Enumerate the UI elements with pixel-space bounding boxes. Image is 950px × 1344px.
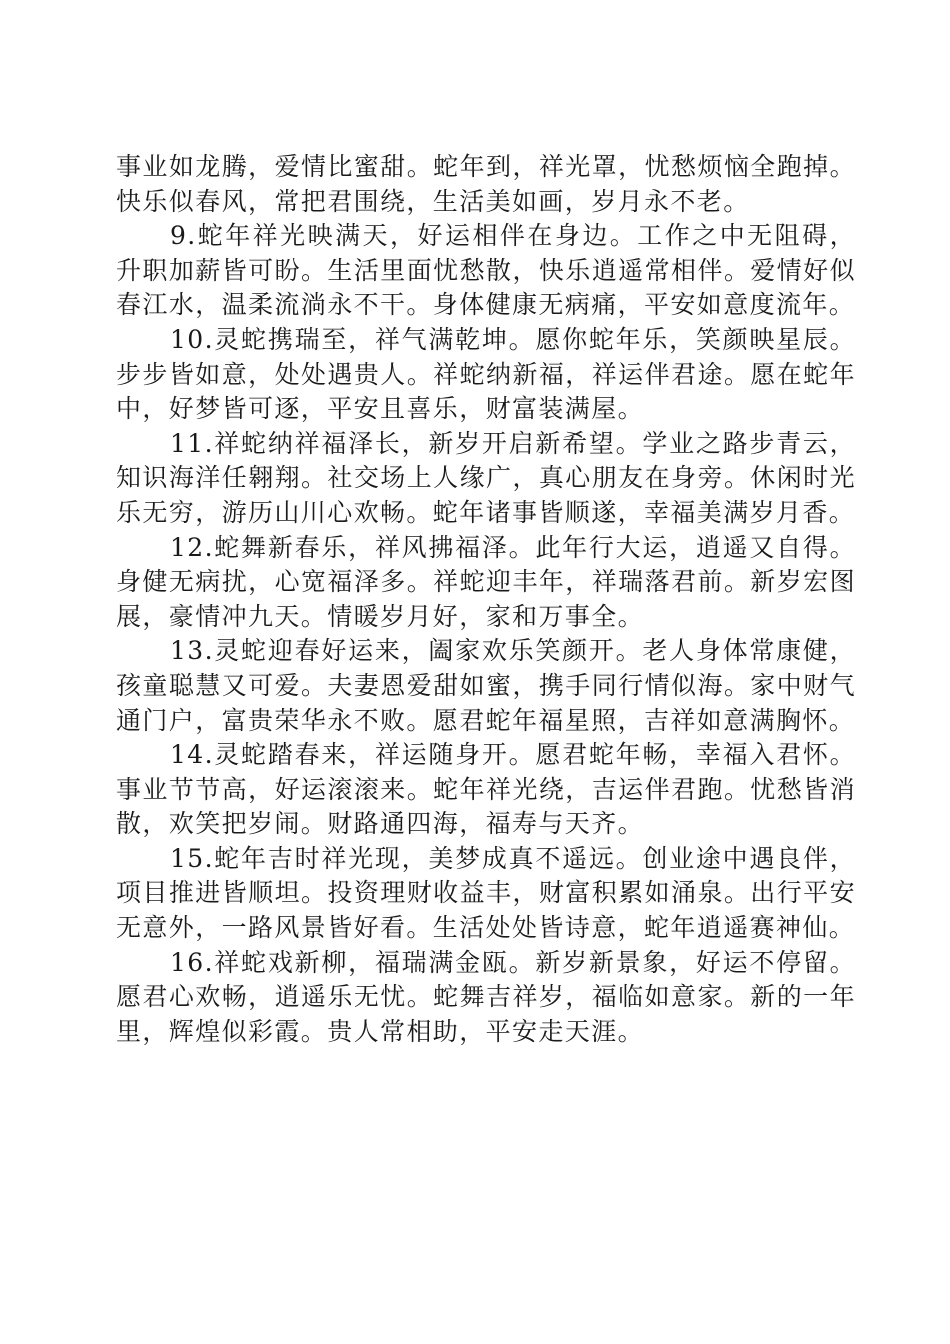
paragraph-blessing-11: 11.祥蛇纳祥福泽长，新岁开启新希望。学业之路步青云，知识海洋任翱翔。社交场上人缘广，真心朋友在身旁。休闲时光乐无穷，游历山川心欢畅。蛇年诸事皆顺遂，幸福美满岁月香。 — [116, 428, 856, 527]
document-body — [116, 150, 856, 1049]
paragraph-blessing-15: 15.蛇年吉时祥光现，美梦成真不遥远。创业途中遇良伴，项目推进皆顺坦。投资理财收益丰，财富积累如涌泉。出行平安无意外，一路风景皆好看。生活处处皆诗意，蛇年逍遥赛神仙。 — [116, 843, 856, 943]
paragraph-continuation: 事业如龙腾，爱情比蜜甜。蛇年到，祥光罩，忧愁烦恼全跑掉。快乐似春风，常把君围绕，生活美如画，岁月永不老。 — [116, 152, 856, 216]
paragraph-blessing-16: 16.祥蛇戏新柳，福瑞满金瓯。新岁新景象，好运不停留。愿君心欢畅，逍遥乐无忧。蛇舞吉祥岁，福临如意家。新的一年里，辉煌似彩霞。贵人常相助，平安走天涯。 — [116, 947, 856, 1046]
paragraph-blessing-10: 10.灵蛇携瑞至，祥气满乾坤。愿你蛇年乐，笑颜映星辰。步步皆如意，处处遇贵人。祥蛇纳新福，祥运伴君途。愿在蛇年中，好梦皆可逐，平安且喜乐，财富装满屋。 — [116, 324, 856, 424]
paragraph-blessing-14: 14.灵蛇踏春来，祥运随身开。愿君蛇年畅，幸福入君怀。事业节节高，好运滚滚来。蛇年祥光绕，吉运伴君跑。忧愁皆消散，欢笑把岁闹。财路通四海，福寿与天齐。 — [116, 740, 856, 839]
paragraph-blessing-12: 12.蛇舞新春乐，祥风拂福泽。此年行大运，逍遥又自得。身健无病扰，心宽福泽多。祥蛇迎丰年，祥瑞落君前。新岁宏图展，豪情冲九天。情暖岁月好，家和万事全。 — [116, 532, 856, 631]
paragraph-blessing-13: 13.灵蛇迎春好运来，阖家欢乐笑颜开。老人身体常康健，孩童聪慧又可爱。夫妻恩爱甜如蜜，携手同行情似海。家中财气通门户，富贵荣华永不败。愿君蛇年福星照，吉祥如意满胸怀。 — [116, 636, 856, 735]
paragraph-blessing-9: 9.蛇年祥光映满天，好运相伴在身边。工作之中无阻碍，升职加薪皆可盼。生活里面忧愁散，快乐逍遥常相伴。爱情好似春江水，温柔流淌永不干。身体健康无病痛，平安如意度流年。 — [116, 221, 856, 320]
